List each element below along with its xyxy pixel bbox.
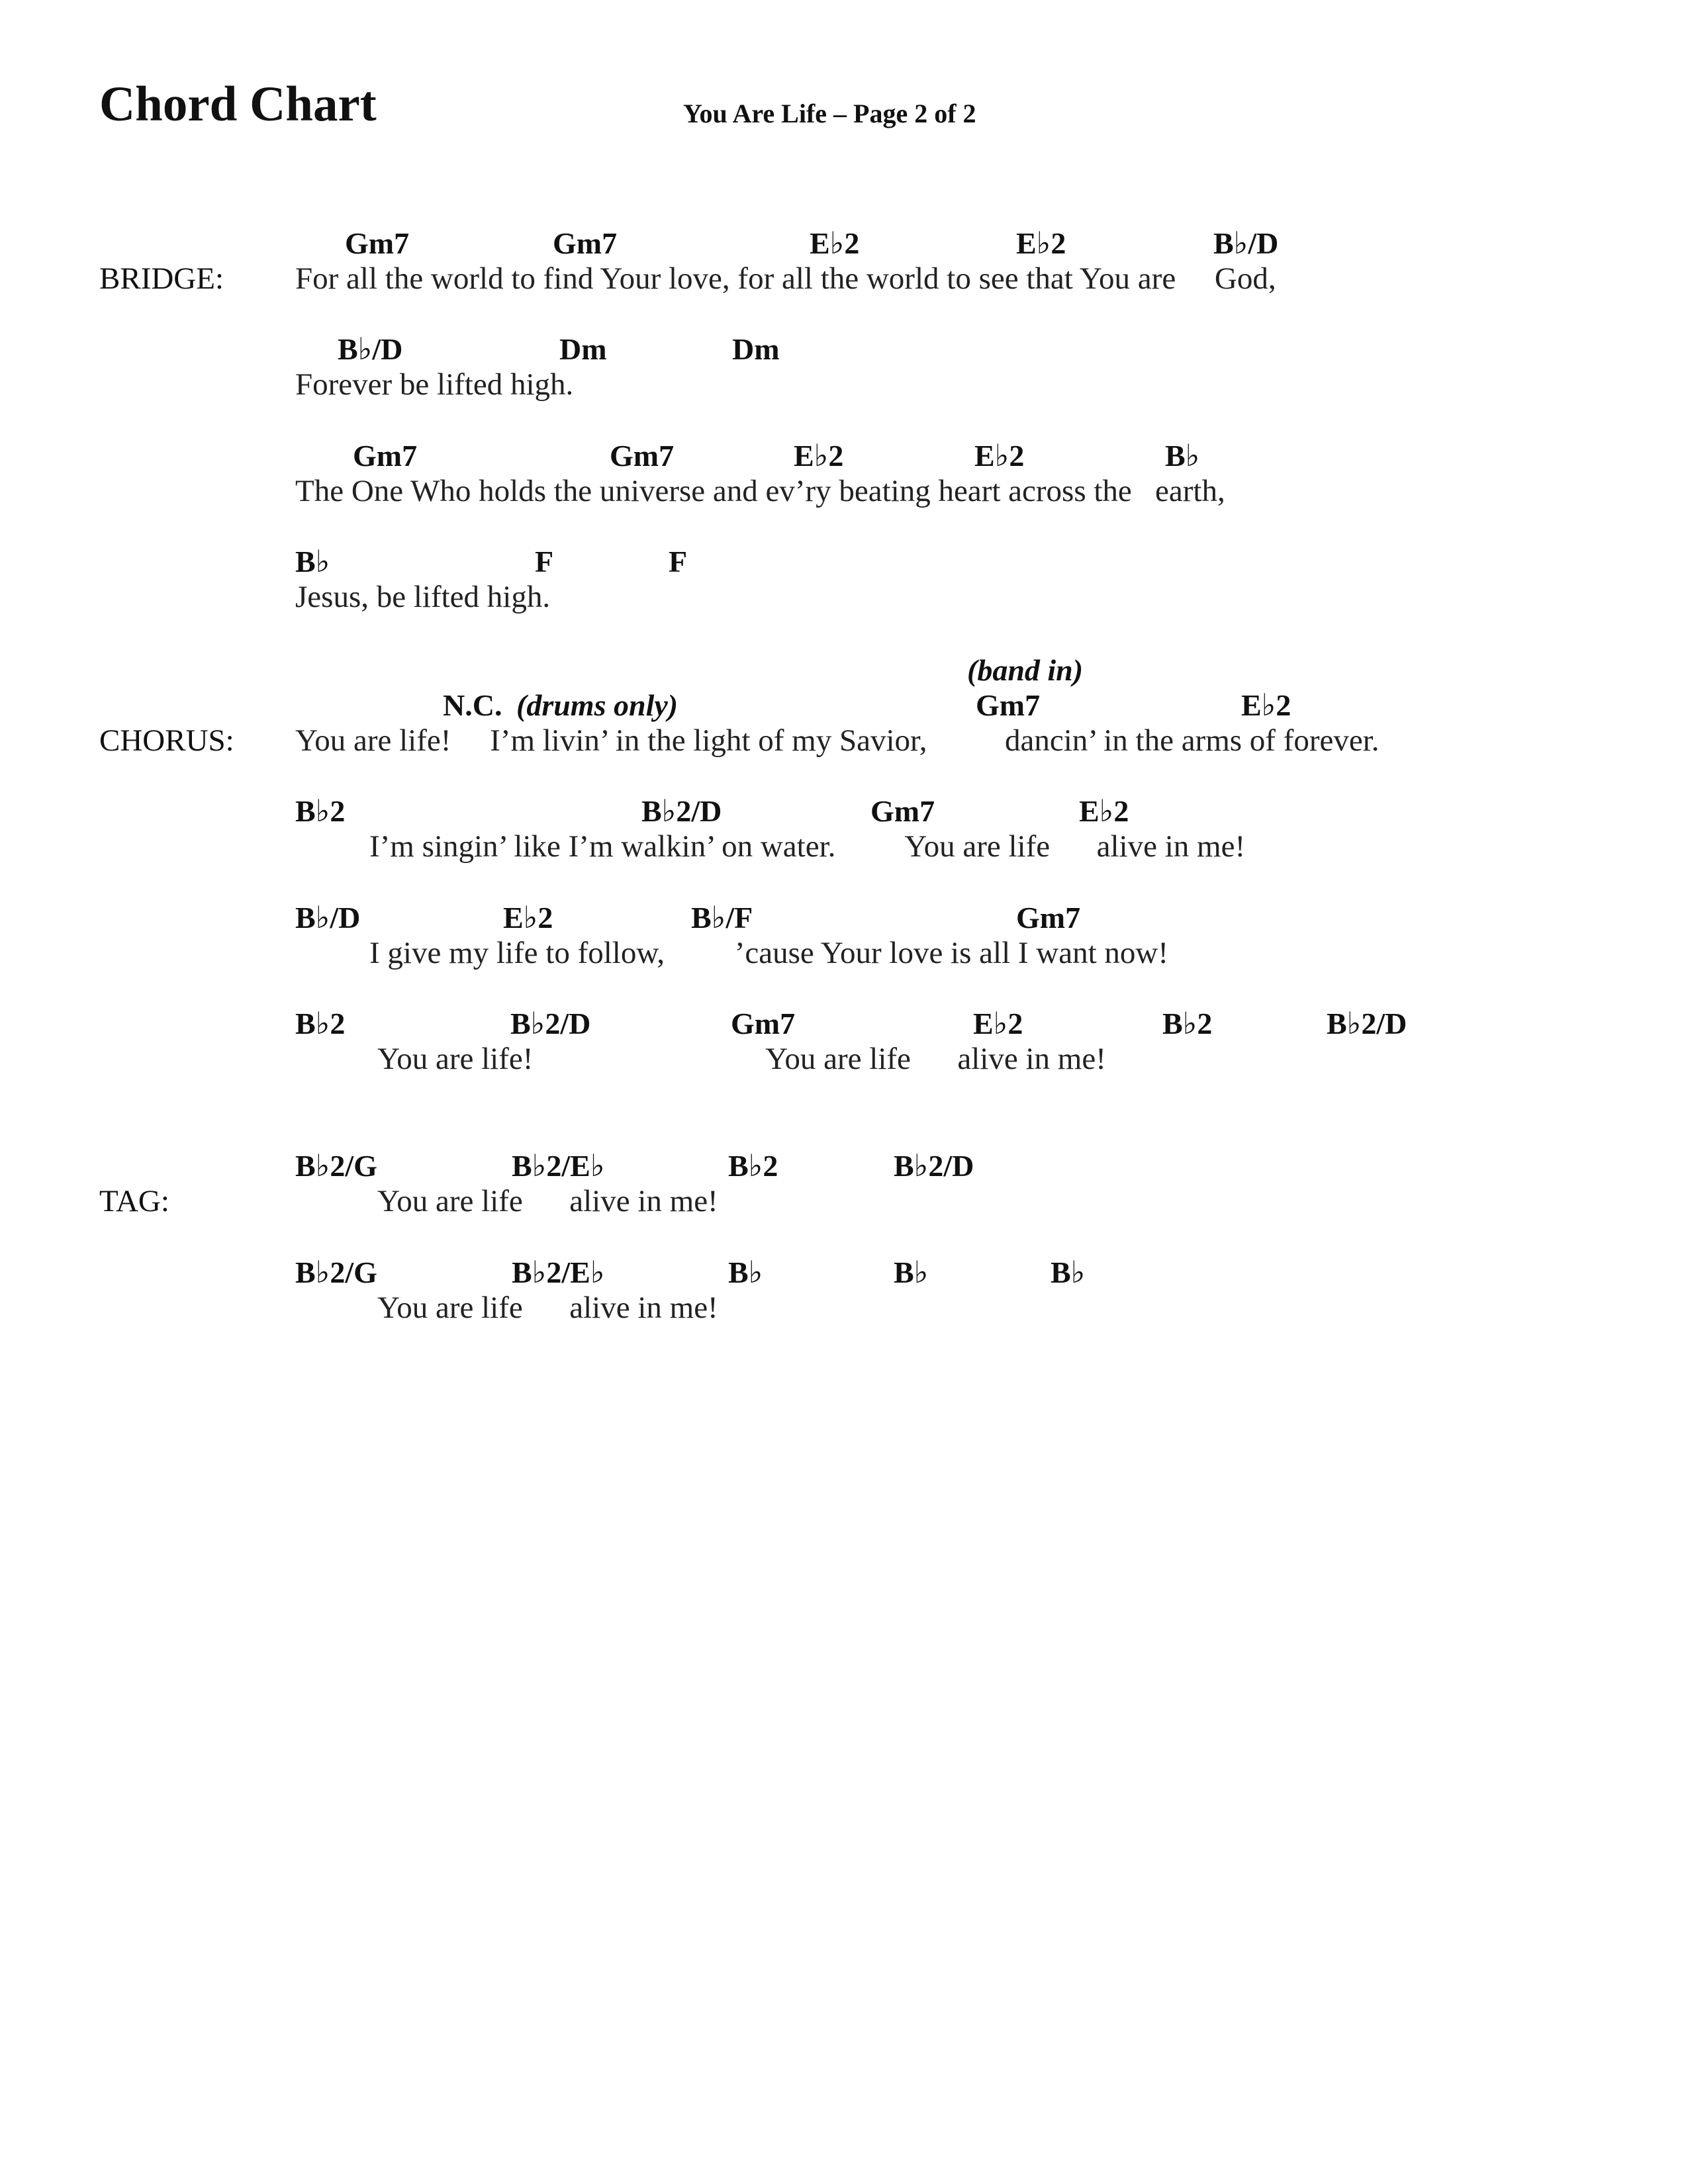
chord: B♭2/D bbox=[510, 1007, 591, 1040]
page-title: Chord Chart bbox=[99, 77, 377, 132]
lyric-line: The One Who holds the universe and ev’ry beating heart across the earth, bbox=[295, 474, 1225, 508]
chord: B♭ bbox=[295, 545, 330, 578]
no-chord-marker: N.C. bbox=[443, 688, 502, 722]
section-label-chorus: CHORUS: bbox=[99, 723, 234, 758]
chord: E♭2 bbox=[503, 901, 553, 934]
chord: Dm bbox=[559, 332, 607, 366]
chord: F bbox=[669, 545, 688, 578]
chord: B♭2/D bbox=[1327, 1007, 1407, 1040]
chord: E♭2 bbox=[1016, 226, 1066, 260]
chord: B♭2/D bbox=[641, 794, 722, 828]
chord: B♭2 bbox=[1162, 1007, 1213, 1040]
chord: E♭2 bbox=[1241, 688, 1291, 722]
chord: Gm7 bbox=[870, 794, 935, 828]
section-label-tag: TAG: bbox=[99, 1184, 169, 1218]
lyric-line: You are life alive in me! bbox=[377, 1184, 718, 1218]
chord: E♭2 bbox=[810, 226, 860, 260]
lyric-line: I’m singin’ like I’m walkin’ on water. You are life alive in me! bbox=[369, 829, 1246, 864]
chord: B♭ bbox=[1051, 1255, 1086, 1289]
chord: Dm bbox=[732, 332, 780, 366]
chord: Gm7 bbox=[353, 439, 418, 473]
chord: F bbox=[535, 545, 554, 578]
chord: B♭2 bbox=[295, 794, 346, 828]
chord: B♭2/D bbox=[894, 1149, 974, 1183]
lyric-line: For all the world to find Your love, for all the world to see that You are God, bbox=[295, 261, 1276, 296]
chord: E♭2 bbox=[1079, 794, 1129, 828]
chord: Gm7 bbox=[976, 688, 1041, 722]
chord: B♭2/E♭ bbox=[512, 1149, 605, 1183]
chord: B♭2 bbox=[728, 1149, 778, 1183]
chord: B♭/D bbox=[295, 901, 361, 934]
chord: B♭2/G bbox=[295, 1255, 377, 1289]
chord: B♭2 bbox=[295, 1007, 346, 1040]
chord: B♭ bbox=[1165, 439, 1200, 473]
chord: Gm7 bbox=[553, 226, 618, 260]
chord: Gm7 bbox=[610, 439, 675, 473]
chord: E♭2 bbox=[794, 439, 844, 473]
section-label-bridge: BRIDGE: bbox=[99, 261, 224, 296]
lyric-line: Jesus, be lifted high. bbox=[295, 580, 551, 614]
chord: B♭ bbox=[728, 1255, 763, 1289]
band-in-annotation: (band in) bbox=[967, 653, 1084, 687]
lyric-line: You are life! You are life alive in me! bbox=[377, 1042, 1106, 1076]
chord: Gm7 bbox=[1016, 901, 1081, 934]
lyric-line: I give my life to follow, ’cause Your love is all I want now! bbox=[369, 936, 1168, 970]
chord: Gm7 bbox=[731, 1007, 796, 1040]
chord: B♭/D bbox=[338, 332, 403, 366]
chord: E♭2 bbox=[973, 1007, 1023, 1040]
chord: B♭/F bbox=[691, 901, 753, 934]
chord: E♭2 bbox=[974, 439, 1025, 473]
lyric-line: You are life alive in me! bbox=[377, 1291, 718, 1325]
song-page-subtitle: You Are Life – Page 2 of 2 bbox=[683, 99, 976, 128]
lyric-line: You are life! I’m livin’ in the light of my Savior, dancin’ in the arms of forever. bbox=[295, 723, 1380, 758]
chord: B♭2/E♭ bbox=[512, 1255, 605, 1289]
chord: Gm7 bbox=[345, 226, 410, 260]
chord: B♭/D bbox=[1213, 226, 1279, 260]
chord: B♭2/G bbox=[295, 1149, 377, 1183]
chord: B♭ bbox=[894, 1255, 929, 1289]
drums-only-annotation: (drums only) bbox=[516, 688, 679, 722]
lyric-line: Forever be lifted high. bbox=[295, 367, 574, 402]
